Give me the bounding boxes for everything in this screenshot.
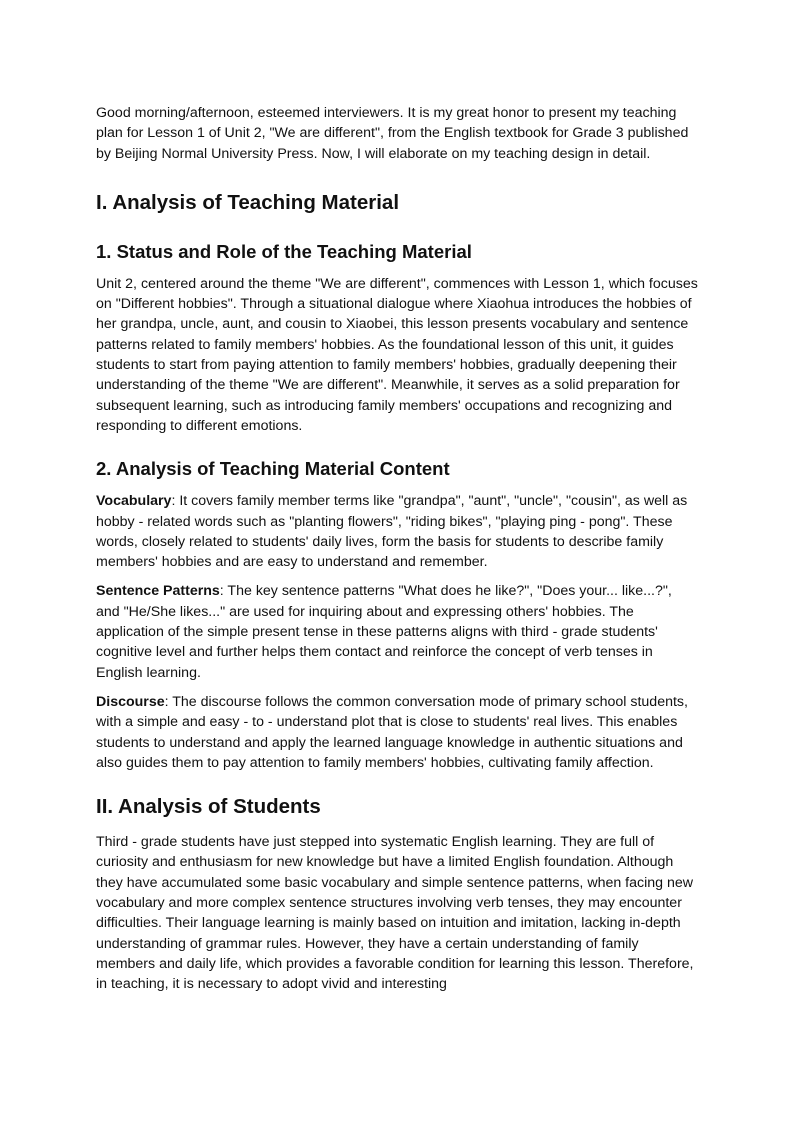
- document-page: [96, 103, 698, 995]
- intro-paragraph: Good morning/afternoon, esteemed interviewers. It is my great honor to present my teaching plan for Lesson 1 of Unit 2, "We are different", from the English textbook for Grade 3 published by Beijing Normal University Press. Now, I will elaborate on my teaching design in detail.: [96, 105, 689, 162]
- vocabulary-term: Vocabulary: [96, 493, 172, 510]
- subheading-content-analysis: 2. Analysis of Teaching Material Content: [96, 458, 450, 480]
- subheading-status-role: 1. Status and Role of the Teaching Material: [96, 240, 472, 262]
- sentence-patterns-text: : The key sentence patterns "What does he like?", "Does your... like...?", and "He/She likes..." are used for inquiring about and expressing others' hobbies. The application of the simple present tense in these patterns aligns with third - grade students' cognitive level and further helps them contact and reinforce the concept of verb tenses in English learning.: [96, 583, 672, 681]
- vocabulary-paragraph: [96, 491, 698, 572]
- section-heading-students: II. Analysis of Students: [96, 795, 321, 819]
- section-heading-teaching-material: I. Analysis of Teaching Material: [96, 190, 400, 214]
- status-role-paragraph: Unit 2, centered around the theme "We are different", commences with Lesson 1, which focuses on "Different hobbies". Through a situational dialogue where Xiaohua introduces the hobbies of her grandpa, uncle, aunt, and cousin to Xiaobei, this lesson presents vocabulary and sentence patterns related to family members' hobbies. As the foundational lesson of this unit, it guides students to start from paying attention to family members' hobbies, gradually deepening their understanding of the theme "We are different". Meanwhile, it serves as a solid preparation for subsequent learning, such as introducing family members' occupations and recognizing and responding to different emotions.: [96, 275, 698, 434]
- discourse-paragraph: [96, 692, 698, 773]
- students-paragraph: Third - grade students have just stepped into systematic English learning. They are full of curiosity and enthusiasm for new knowledge but have a limited English foundation. Although they have accumulated some basic vocabulary and simple sentence patterns, when facing new vocabulary and more complex sentence structures involving verb tenses, they may encounter difficulties. Their language learning is mainly based on intuition and imitation, lacking in-depth understanding of grammar rules. However, they have a certain understanding of family members and daily life, which provides a favorable condition for learning this lesson. Therefore, in teaching, it is necessary to adopt vivid and interesting: [96, 834, 694, 993]
- vocabulary-text: : It covers family member terms like "grandpa", "aunt", "uncle", "cousin", as well as hobby - related words such as "planting flowers", "riding bikes", "playing ping - pong". These words, closely related to students' daily lives, form the basis for students to describe family members' hobbies and are easy to understand and remember.: [96, 493, 688, 571]
- discourse-text: : The discourse follows the common conversation mode of primary school students, with a simple and easy - to - understand plot that is close to students' real lives. This enables students to understand and apply the learned language knowledge in authentic situations and also guides them to pay attention to family members' hobbies, cultivating family affection.: [96, 693, 688, 771]
- sentence-patterns-paragraph: [96, 581, 698, 682]
- sentence-patterns-term: Sentence Patterns: [96, 583, 220, 600]
- discourse-term: Discourse: [96, 693, 165, 710]
